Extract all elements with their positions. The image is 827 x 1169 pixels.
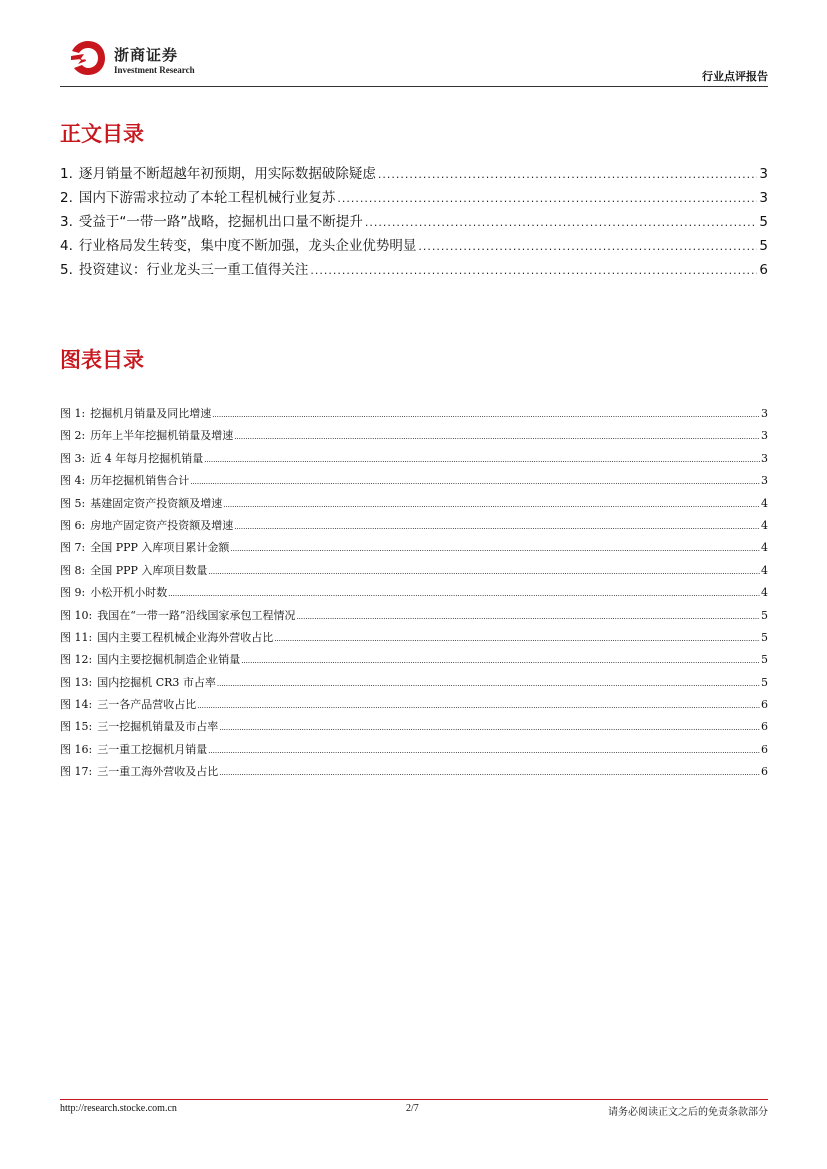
figure-toc-title: 图表目录: [60, 348, 144, 372]
figure-label: 图 9:: [60, 586, 86, 600]
toc-entry-title[interactable]: 受益于“一带一路”战略，挖掘机出口量不断提升: [78, 214, 363, 230]
toc-entry-page: 5: [759, 214, 768, 230]
toc-leader-dots: [208, 747, 760, 755]
figure-label: 图 5:: [60, 496, 86, 510]
toc-leader-dots: [365, 216, 758, 229]
toc-entry[interactable]: [60, 162, 768, 186]
report-type-label: 行业点评报告: [702, 70, 768, 83]
figure-title[interactable]: 三一各产品营收占比: [97, 698, 197, 712]
figure-label: 图 17:: [60, 765, 93, 779]
toc-leader-dots: [204, 456, 760, 464]
figure-page: 6: [761, 698, 768, 712]
toc-entry[interactable]: [60, 258, 768, 282]
figure-label: 图 16:: [60, 742, 93, 756]
figure-title[interactable]: 我国在“一带一路”沿线国家承包工程情况: [97, 608, 296, 622]
figure-title[interactable]: 历年挖掘机销售合计: [90, 474, 190, 488]
figure-title[interactable]: 历年上半年挖掘机销量及增速: [90, 429, 234, 443]
toc-entry-title[interactable]: 投资建议：行业龙头三一重工值得关注: [78, 262, 309, 278]
figure-page: 5: [761, 608, 768, 622]
figure-label: 图 12:: [60, 653, 93, 667]
header-divider: [60, 86, 768, 87]
figure-toc-entry[interactable]: [60, 405, 768, 427]
figure-label: 图 14:: [60, 698, 93, 712]
figure-page: 5: [761, 630, 768, 644]
figure-page: 3: [761, 407, 768, 420]
figure-toc-entry[interactable]: [60, 539, 768, 561]
figure-title[interactable]: 三一挖掘机销量及市占率: [97, 720, 219, 734]
figure-label: 图 3:: [60, 451, 86, 465]
page-footer: [60, 1103, 768, 1119]
figure-page: 4: [761, 518, 768, 532]
toc-entry[interactable]: [60, 186, 768, 210]
figure-toc-entry[interactable]: [60, 562, 768, 584]
figure-title[interactable]: 三一重工海外营收及占比: [97, 765, 219, 779]
figure-title[interactable]: 近 4 年每月挖掘机销量: [90, 451, 204, 465]
toc-entry-page: 5: [759, 238, 768, 254]
figure-label: 图 4:: [60, 474, 86, 488]
figure-toc-entry[interactable]: [60, 741, 768, 763]
figure-label: 图 1:: [60, 407, 86, 420]
toc-entry-number: 3.: [60, 214, 73, 230]
figure-toc-entry[interactable]: [60, 607, 768, 629]
toc-leader-dots: [197, 702, 760, 710]
toc-leader-dots: [208, 568, 760, 576]
toc-entry-number: 2.: [60, 190, 73, 206]
toc-entry-number: 1.: [60, 166, 73, 182]
figure-toc-entry[interactable]: [60, 629, 768, 651]
figure-page: 6: [761, 720, 768, 734]
toc-entry[interactable]: [60, 234, 768, 258]
figure-label: 图 8:: [60, 563, 86, 577]
toc-entry-title[interactable]: 行业格局发生转变，集中度不断加强，龙头企业优势明显: [78, 238, 417, 254]
toc-leader-dots: [190, 478, 760, 486]
footer-divider: [60, 1099, 768, 1100]
figure-title[interactable]: 国内主要挖掘机制造企业销量: [97, 653, 241, 667]
figure-label: 图 2:: [60, 429, 86, 443]
page-number: 2/7: [406, 1103, 419, 1114]
figure-title[interactable]: 国内主要工程机械企业海外营收占比: [97, 630, 274, 644]
figure-title[interactable]: 挖掘机月销量及同比增速: [90, 407, 212, 420]
brand-name-en: Investment Research: [114, 65, 195, 75]
toc-leader-dots: [219, 724, 760, 732]
toc-leader-dots: [223, 501, 760, 509]
toc-entry-number: 5.: [60, 262, 73, 278]
toc-entry-title[interactable]: 国内下游需求拉动了本轮工程机械行业复苏: [78, 190, 336, 206]
figure-toc-entry[interactable]: [60, 718, 768, 740]
figure-toc-entry[interactable]: [60, 427, 768, 449]
figure-label: 图 10:: [60, 608, 93, 622]
company-logo-icon: [68, 38, 108, 78]
brand-name-cn: 浙商证券: [114, 46, 179, 64]
toc-entry-page: 6: [759, 262, 768, 278]
footer-url-link[interactable]: http://research.stocke.com.cn: [60, 1103, 177, 1114]
toc-leader-dots: [296, 613, 760, 621]
figure-page: 4: [761, 496, 768, 510]
figure-title[interactable]: 小松开机小时数: [90, 586, 168, 600]
figure-page: 4: [761, 586, 768, 600]
disclaimer-note: 请务必阅读正文之后的免责条款部分: [608, 1107, 768, 1118]
figure-page: 4: [761, 541, 768, 555]
figure-page: 6: [761, 742, 768, 756]
main-toc-list: [60, 162, 768, 282]
figure-page: 5: [761, 653, 768, 667]
figure-page: 3: [761, 451, 768, 465]
toc-leader-dots: [241, 657, 760, 665]
toc-leader-dots: [274, 635, 760, 643]
figure-toc-entry[interactable]: [60, 517, 768, 539]
figure-toc-entry[interactable]: [60, 472, 768, 494]
toc-entry-number: 4.: [60, 238, 73, 254]
figure-toc-entry[interactable]: [60, 651, 768, 673]
page-header: [60, 38, 768, 86]
figure-label: 图 13:: [60, 675, 93, 689]
figure-page: 3: [761, 474, 768, 488]
toc-entry-page: 3: [759, 190, 768, 206]
toc-leader-dots: [212, 411, 760, 419]
figure-title[interactable]: 三一重工挖掘机月销量: [97, 742, 208, 756]
figure-title[interactable]: 基建固定资产投资额及增速: [90, 496, 223, 510]
toc-leader-dots: [234, 433, 760, 441]
figure-page: 4: [761, 563, 768, 577]
figure-label: 图 6:: [60, 518, 86, 532]
figure-toc-entry[interactable]: [60, 696, 768, 718]
figure-toc-entry[interactable]: [60, 674, 768, 696]
toc-leader-dots: [418, 240, 757, 253]
toc-leader-dots: [378, 168, 758, 181]
figure-title[interactable]: 全国 PPP 入库项目累计金额: [90, 541, 230, 555]
figure-toc-entry[interactable]: [60, 763, 768, 785]
figure-title[interactable]: 全国 PPP 入库项目数量: [90, 563, 208, 577]
figure-page: 5: [761, 675, 768, 689]
main-toc-title: 正文目录: [60, 122, 144, 146]
figure-page: 6: [761, 765, 768, 779]
toc-leader-dots: [168, 590, 760, 598]
figure-toc-entry[interactable]: [60, 584, 768, 606]
figure-title[interactable]: 房地产固定资产投资额及增速: [90, 518, 234, 532]
figure-toc-list: [60, 405, 768, 786]
toc-leader-dots: [230, 545, 760, 553]
toc-entry-page: 3: [759, 166, 768, 182]
figure-label: 图 7:: [60, 541, 86, 555]
figure-page: 3: [761, 429, 768, 443]
toc-leader-dots: [337, 192, 757, 205]
toc-leader-dots: [219, 769, 760, 777]
toc-leader-dots: [234, 523, 760, 531]
figure-toc-entry[interactable]: [60, 495, 768, 517]
toc-leader-dots: [217, 680, 760, 688]
figure-label: 图 11:: [60, 630, 93, 644]
figure-label: 图 15:: [60, 720, 93, 734]
toc-entry[interactable]: [60, 210, 768, 234]
figure-title[interactable]: 国内挖掘机 CR3 市占率: [97, 675, 216, 689]
toc-leader-dots: [310, 264, 757, 277]
figure-toc-entry[interactable]: [60, 450, 768, 472]
toc-entry-title[interactable]: 逐月销量不断超越年初预期，用实际数据破除疑虑: [78, 166, 376, 182]
